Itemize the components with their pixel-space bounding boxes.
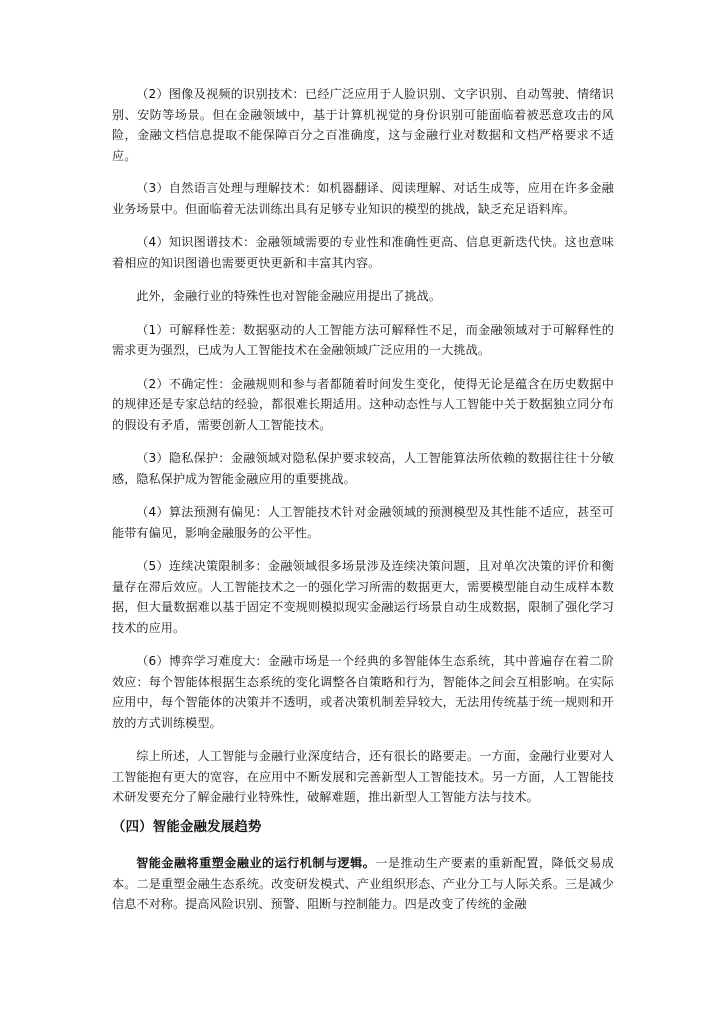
paragraph-algorithm-bias: （4）算法预测有偏见：人工智能技术针对金融领域的预测模型及其性能不适应，甚至可能带有偏见，影响金融服务的公平性。 (112, 505, 614, 540)
document-page (112, 84, 615, 911)
trends-body-text: 一是推动生产要素的重新配置，降低交易成本。二是重塑金融生态系统。改变研发模式、产业组织形态、产业分工与人际关系。三是减少信息不对称。提高风险识别、预警、阻断与控制能力。四是改变了传统的金融 (112, 856, 615, 911)
paragraph-summary: 综上所述，人工智能与金融行业深度结合，还有很长的路要走。一方面，金融行业要对人工智能抱有更大的宽容，在应用中不断发展和完善新型人工智能技术。另一方面，人工智能技术研发要充分了解金融行业特殊性，破解难题，推出新型人工智能方法与技术。 (112, 749, 614, 804)
paragraph-game-learning: （6）博弈学习难度大：金融市场是一个经典的多智能体生态系统，其中普遍存在着二阶效应：每个智能体根据生态系统的变化调整各自策略和行为，智能体之间会互相影响。在实际应用中，每个智能体的决策并不透明，或者决策机制差异较大，无法用传统基于统一规则和开放的方式训练模型。 (112, 654, 614, 730)
paragraph-industry-challenges-intro: 此外，金融行业的特殊性也对智能金融应用提出了挑战。 (136, 289, 442, 303)
paragraph-uncertainty: （2）不确定性：金融规则和参与者都随着时间发生变化，使得无论是蕴含在历史数据中的规律还是专家总结的经验，都很难长期适用。这种动态性与人工智能中关于数据独立同分布的假设有矛盾，需要创新人工智能技术。 (112, 376, 614, 432)
paragraph-nlp: （3）自然语言处理与理解技术：如机器翻译、阅读理解、对话生成等，应用在许多金融业务场景中。但面临着无法训练出具有足够专业知识的模型的挑战，缺乏充足语料库。 (112, 181, 614, 216)
section-heading: （四）智能金融发展趋势 (112, 820, 262, 835)
paragraph-privacy: （3）隐私保护：金融领域对隐私保护要求较高，人工智能算法所依赖的数据往往十分敏感，隐私保护成为智能金融应用的重要挑战。 (112, 451, 614, 486)
paragraph-trends (112, 853, 614, 915)
paragraph-image-recognition: （2）图像及视频的识别技术：已经广泛应用于人脸识别、文字识别、自动驾驶、情绪识别、安防等场景。但在金融领域中，基于计算机视觉的身份识别可能面临着被恶意攻击的风险，金融文档信息提取不能保障百分之百准确度，这与金融行业对数据和文档严格要求不适应。 (112, 87, 614, 163)
paragraph-explainability: （1）可解释性差：数据驱动的人工智能方法可解释性不足，而金融领域对于可解释性的需求更为强烈，已成为人工智能技术在金融领域广泛应用的一大挑战。 (112, 322, 614, 357)
trends-lead-sentence: 智能金融将重塑金融业的运行机制与逻辑。 (136, 856, 376, 870)
paragraph-sequential-decision: （5）连续决策限制多：金融领域很多场景涉及连续决策问题，且对单次决策的评价和衡量存在滞后效应。人工智能技术之一的强化学习所需的数据更大，需要模型能自动生成样本数据，但大量数据难以基于固定不变规则模拟现实金融运行场景自动生成数据，限制了强化学习技术的应用。 (112, 559, 614, 635)
paragraph-knowledge-graph: （4）知识图谱技术：金融领域需要的专业性和准确性更高、信息更新迭代快。这也意味着相应的知识图谱也需要更快更新和丰富其内容。 (112, 235, 614, 270)
